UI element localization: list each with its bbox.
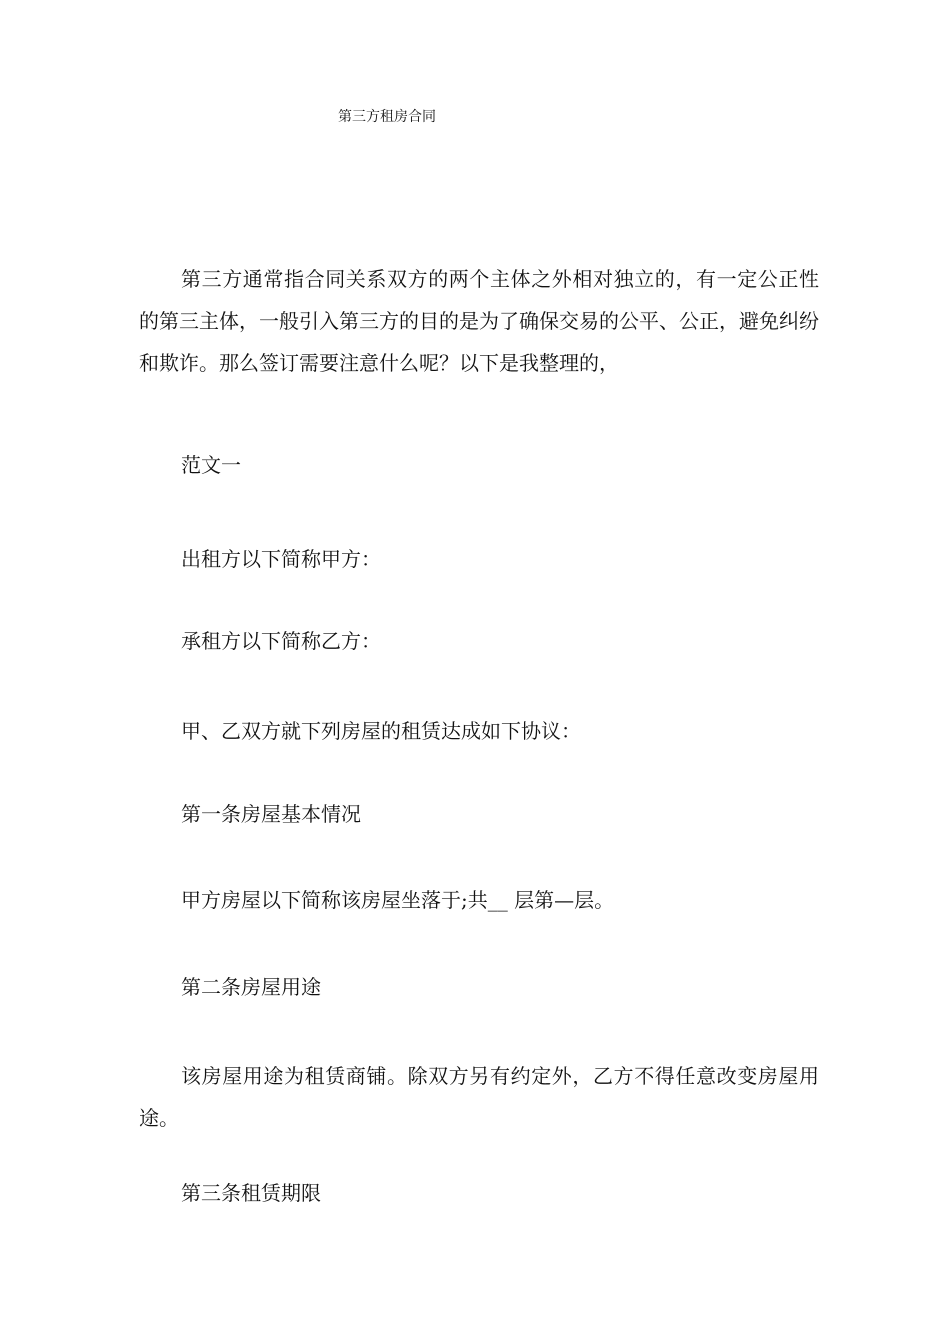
intro-paragraph: 第三方通常指合同关系双方的两个主体之外相对独立的，有一定公正性的第三主体，一般引入第三方的目的是为了确保交易的公平、公正，避免纠纷和欺诈。那么签订需要注意什么呢？以下是我整理的， xyxy=(139,267,819,375)
sample-heading: 范文一 xyxy=(181,453,241,477)
article2-title: 第二条房屋用途 xyxy=(181,975,321,999)
article3-title: 第三条租赁期限 xyxy=(181,1181,321,1205)
document-title: 第三方租房合同 xyxy=(338,109,436,125)
lessee-line: 承租方以下简称乙方： xyxy=(181,629,381,653)
agreement-line: 甲、乙双方就下列房屋的租赁达成如下协议： xyxy=(181,719,581,743)
article1-body: 甲方房屋以下简称该房屋坐落于;共__ 层第—层。 xyxy=(181,888,615,912)
lessor-line: 出租方以下简称甲方： xyxy=(181,547,381,571)
article2-body: 该房屋用途为租赁商铺。除双方另有约定外，乙方不得任意改变房屋用途。 xyxy=(139,1064,819,1130)
article1-title: 第一条房屋基本情况 xyxy=(181,802,361,826)
